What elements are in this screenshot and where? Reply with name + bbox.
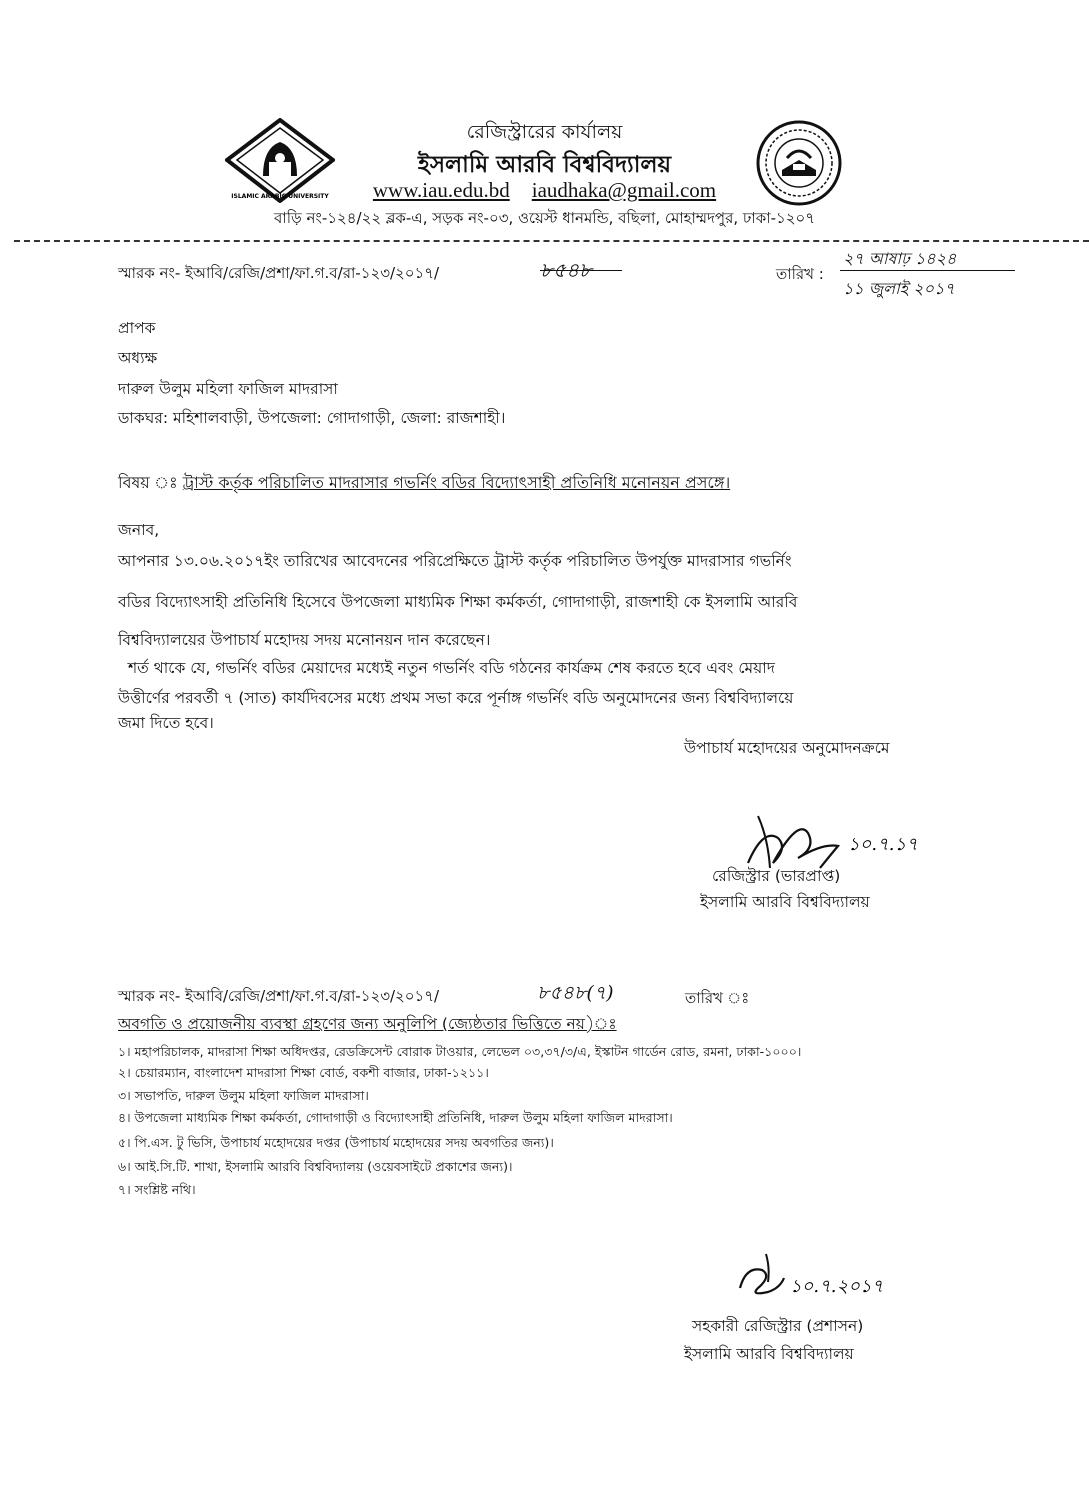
copy-distribution-heading: অবগতি ও প্রয়োজনীয় ব্যবস্থা গ্রহণের জন্য অনুলিপি (জ্যেষ্ঠতার ভিত্তিতে নয়)ঃ — [118, 1015, 617, 1033]
memo-strike-line — [540, 270, 622, 271]
copy-list-item: ৬। আই.সি.টি. শাখা, ইসলামি আরবি বিশ্ববিদ্যালয় (ওয়েবসাইটে প্রকাশের জন্য)। — [118, 1159, 513, 1174]
copy-list-item: ৭। সংশ্লিষ্ট নথি। — [118, 1182, 196, 1197]
signatory-university: ইসলামি আরবি বিশ্ববিদ্যালয় — [700, 893, 870, 911]
handwritten-date-bangla: ২৭ আষাঢ় ১৪২৪ — [843, 249, 957, 268]
copy-list-item: ৫। পি.এস. টু ভিসি, উপাচার্য মহোদয়ের দপ্তর (উপাচার্য মহোদয়ের সদয় অবগতির জন্য)। — [118, 1135, 554, 1150]
body-line: বডির বিদ্যোৎসাহী প্রতিনিধি হিসেবে উপজেলা মাধ্যমিক শিক্ষা কর্মকর্তা, গোদাগাড়ী, রাজশাহী কে ইসলামি আরবি — [118, 593, 798, 611]
subject-label: বিষয় ঃ — [118, 473, 183, 492]
copy-list-item: ২। চেয়ারম্যান, বাংলাদেশ মাদরাসা শিক্ষা বোর্ড, বকশী বাজার, ঢাকা-১২১১। — [118, 1065, 489, 1080]
handwritten-copy-memo-number: ৮৫৪৮(৭) — [537, 982, 614, 1004]
date-divider — [840, 270, 1015, 271]
copy-date-label: তারিখ ঃ — [685, 989, 750, 1007]
email-link[interactable]: iaudhaka@gmail.com — [531, 178, 717, 202]
contact-line — [0, 178, 1089, 203]
office-address: বাড়ি নং-১২৪/২২ ব্লক-এ, সড়ক নং-০৩, ওয়েস্ট ধানমন্ডি, বছিলা, মোহাম্মদপুর, ঢাকা-১২০৭ — [274, 209, 815, 227]
seal-left-text: ISLAMIC ARABIC UNIVERSITY — [231, 193, 329, 200]
recipient-label: প্রাপক — [118, 319, 156, 337]
office-title: রেজিস্ট্রারের কার্যালয় — [466, 121, 623, 143]
recipient-institution: দারুল উলুম মহিলা ফাজিল মাদরাসা — [118, 380, 338, 398]
website-link[interactable]: www.iau.edu.bd — [372, 178, 510, 202]
assistant-registrar-university: ইসলামি আরবি বিশ্ববিদ্যালয় — [684, 1345, 854, 1363]
copy-list-item: ৪। উপজেলা মাধ্যমিক শিক্ষা কর্মকর্তা, গোদাগাড়ী ও বিদ্যোৎসাহী প্রতিনিধি, দারুল উলুম মহিলা ফাজিল মাদরাসা। — [118, 1110, 673, 1125]
subject-line — [118, 470, 730, 497]
subject-text: ট্রাস্ট কর্তৃক পরিচালিত মাদরাসার গভর্নিং বডির বিদ্যোৎসাহী প্রতিনিধি মনোনয়ন প্রসঙ্গে। — [182, 473, 731, 492]
recipient-address: ডাকঘর: মহিশালবাড়ী, উপজেলা: গোদাগাড়ী, জেলা: রাজশাহী। — [118, 409, 506, 427]
signature-2-date: ১০.৭.২০১৭ — [790, 1276, 884, 1297]
body-line: আপনার ১৩.০৬.২০১৭ইং তারিখের আবেদনের পরিপ্রেক্ষিতে ট্রাস্ট কর্তৃক পরিচালিত উপর্যুক্ত মাদরাসার গভর্নিং — [118, 552, 792, 570]
salutation: জনাব, — [118, 521, 160, 539]
approval-note: উপাচার্য মহোদয়ের অনুমোদনক্রমে — [684, 739, 890, 757]
signatory-title: রেজিস্ট্রার (ভারপ্রাপ্ত) — [712, 867, 841, 885]
copy-list-item: ৩। সভাপতি, দারুল উলুম মহিলা ফাজিল মাদরাসা। — [118, 1088, 369, 1103]
handwritten-date-english: ১১ জুলাই ২০১৭ — [843, 279, 955, 298]
assistant-registrar-title: সহকারী রেজিস্ট্রার (প্রশাসন) — [692, 1317, 864, 1335]
copy-list-item: ১। মহাপরিচালক, মাদরাসা শিক্ষা অধিদপ্তর, রেডক্রিসেন্ট বোরাক টাওয়ার, লেভেল ০৩,৩৭/৩/এ, ইস্কাটন গার্ডেন রোড, রমনা, ঢাকা-১০০০। — [118, 1044, 802, 1059]
body-line: উত্তীর্ণের পরবর্তী ৭ (সাত) কার্যদিবসের মধ্যে প্রথম সভা করে পূর্নাঙ্গ গভর্নিং বডি অনুমোদনের জন্য বিশ্ববিদ্যালয়ে — [118, 689, 794, 707]
assistant-registrar-signature — [728, 1248, 938, 1306]
copy-memo-reference: স্মারক নং- ইআবি/রেজি/প্রশা/ফা.গ.ব/রা-১২৩/২০১৭/ — [118, 987, 440, 1005]
date-label: তারিখ : — [776, 265, 824, 283]
header-divider — [14, 240, 1089, 242]
memo-reference: স্মারক নং- ইআবি/রেজি/প্রশা/ফা.গ.ব/রা-১২৩/২০১৭/ — [118, 264, 440, 282]
recipient-designation: অধ্যক্ষ — [118, 349, 158, 367]
body-line: বিশ্ববিদ্যালয়ের উপাচার্য মহোদয় সদয় মনোনয়ন দান করেছেন। — [118, 631, 491, 649]
signature-date: ১০.৭.১৭ — [848, 834, 918, 855]
handwritten-memo-number: ৮৫৪৮ — [540, 258, 592, 282]
body-line: শর্ত থাকে যে, গভর্নিং বডির মেয়াদের মধ্যেই নতুন গভর্নিং বডি গঠনের কার্যক্রম শেষ করতে হবে এবং মেয়াদ — [128, 659, 775, 677]
university-title: ইসলামি আরবি বিশ্ববিদ্যালয় — [417, 152, 672, 178]
body-line: জমা দিতে হবে। — [118, 714, 214, 732]
